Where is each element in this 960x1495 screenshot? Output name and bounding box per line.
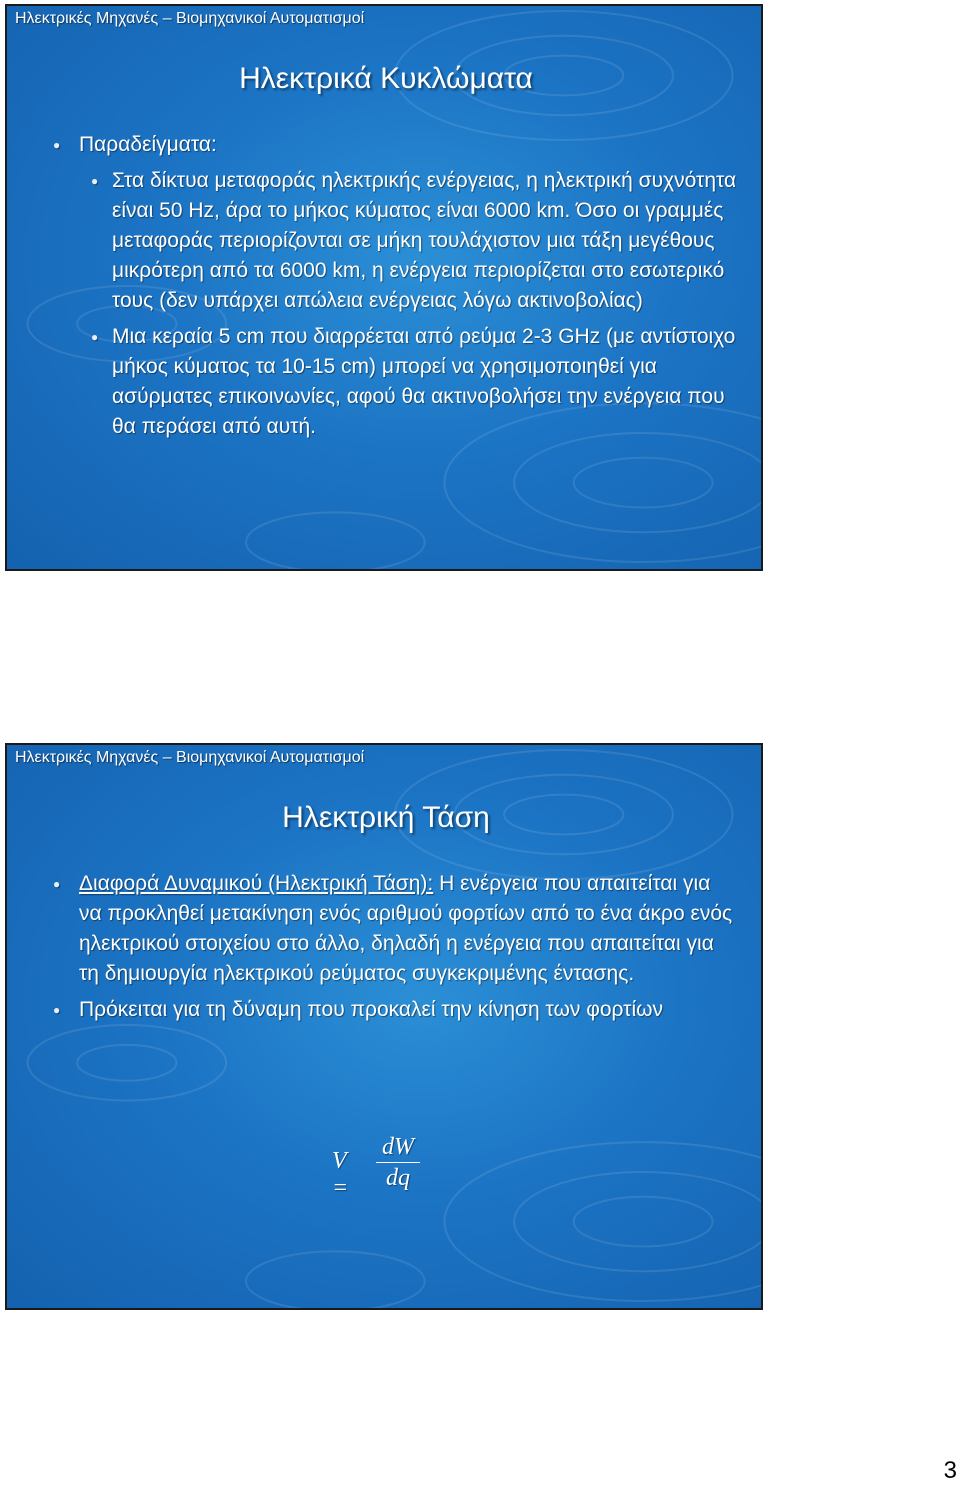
bullet-dot-icon: ● [53,1003,61,1017]
definition-term: Διαφορά Δυναμικού (Ηλεκτρική Τάση): [79,872,434,895]
bullet-dot-icon: ● [91,330,99,344]
sub-bullet-power-lines: ● Στα δίκτυα μεταφοράς ηλεκτρικής ενέργειας, η ηλεκτρική συχνότητα είναι 50 Hz, άρα το μήκος κύματος είναι 6000 km. Όσο οι γραμμές μεταφοράς περιορίζονται σε μήκη τουλάχιστον μια τάξη μεγέθους μικρότερη από τα 6000 km, η ενέργεια περιορίζεται στο εσωτερικό τους (δεν υπάρχει απώλεια ενέργειας λόγω ακτινοβολίας) [7,166,737,316]
bullet-examples: ● Παραδείγματα: [7,130,737,160]
bullet-dot-icon: ● [53,877,61,891]
slide-2 [5,743,763,1310]
sub-bullet-antenna: ● Μια κεραία 5 cm που διαρρέεται από ρεύμα 2-3 GHz (με αντίστοιχο μήκος κύματος τα 10-15 cm) μπορεί να χρησιμοποιηθεί για ασύρματες επικοινωνίες, αφού θα ακτινοβολήσει την ενέργεια που θα περάσει από αυτή. [7,322,737,442]
slide-header: Ηλεκτρικές Μηχανές – Βιομηχανικοί Αυτοματισμοί [15,10,365,27]
formula-denominator: dq [386,1165,410,1191]
slide-title: Ηλεκτρική Τάση [282,801,490,834]
slide-header: Ηλεκτρικές Μηχανές – Βιομηχανικοί Αυτοματισμοί [15,749,365,766]
slide-body [7,130,737,448]
definition-text: Η ενέργεια που απαιτείται για να προκληθεί μετακίνηση ενός αριθμού φορτίων από το ένα άκρο ενός ηλεκτρικού στοιχείου στο άλλο, δηλαδή η ενέργεια που απαιτείται για τη δημιουργία ηλεκτρικού ρεύματος συγκεκριμένης έντασης. [79,872,733,985]
formula-numerator: dW [382,1134,414,1160]
page-number: 3 [943,1457,957,1484]
slide-1 [5,4,763,571]
bullet-force: ● Πρόκειται για τη δύναμη που προκαλεί την κίνηση των φορτίων [7,995,737,1025]
fraction-bar [376,1162,420,1163]
bullet-voltage-definition [7,869,737,989]
bullet-dot-icon: ● [53,138,61,152]
formula-lhs: V = [332,1148,349,1201]
slide-body [7,869,737,1031]
formula-fraction [376,1134,420,1191]
slide-title: Ηλεκτρικά Κυκλώματα [239,62,533,95]
bullet-dot-icon: ● [91,174,99,188]
